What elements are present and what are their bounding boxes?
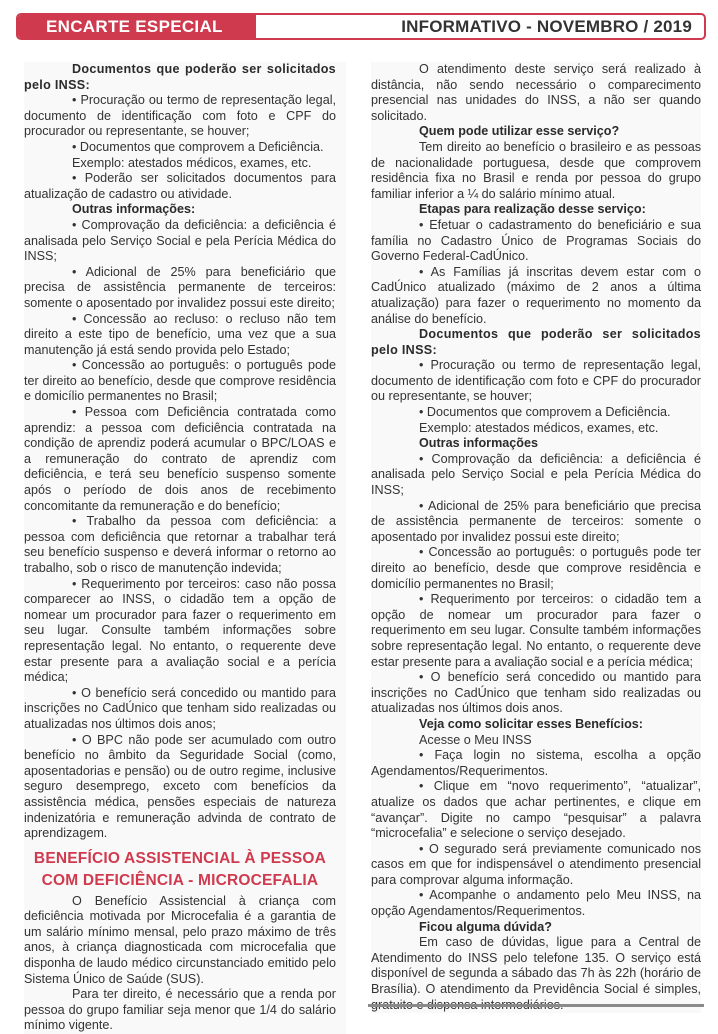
howto-item: • Acompanhe o andamento pelo Meu INSS, na opção Agendamentos/Requerimentos. bbox=[371, 888, 701, 919]
docs-item: • Procuração ou termo de representação legal, documento de identificação com foto e CPF do procurador ou representante, se houver; bbox=[371, 358, 701, 404]
other-info-item: • Requerimento por terceiros: caso não possa comparecer ao INSS, o cidadão tem a opção de nomear um procurador para fazer o requerimento em seu lugar. Consulte também informações sobre representação legal. No entanto, o requerente deve estar presente para a avaliação social e a perícia médica; bbox=[24, 576, 336, 685]
page-header bbox=[16, 13, 706, 40]
other-info-item: • Trabalho da pessoa com deficiência: a pessoa com deficiência que retornar a trabalhar terá seu benefício suspenso e deverá informar o retorno ao trabalho, sob o risco de manutenção indevida; bbox=[24, 514, 336, 575]
docs-heading: Documentos que poderão ser solicitados pelo INSS: bbox=[24, 62, 336, 92]
other-info-item: • Concessão ao português: o português pode ter direito ao benefício, desde que comprove residência e domicílio permanentes no Brasil; bbox=[24, 358, 336, 404]
howto-item: • Faça login no sistema, escolha a opção Agendamentos/Requerimentos. bbox=[371, 748, 701, 778]
section-title bbox=[24, 848, 336, 892]
howto-item: • Clique em “novo requerimento”, “atualizar”, atualize os dados que achar pertinentes, e clique em “avançar”. Digite no campo “pesquisar” a palavra “microcefalia” e selecione o serviço desejado. bbox=[371, 779, 701, 841]
docs-item: Exemplo: atestados médicos, exames, etc. bbox=[419, 420, 659, 435]
other-info-item: • Comprovação da deficiência: a deficiência é analisada pelo Serviço Social e pela Perícia Médica do INSS; bbox=[371, 451, 701, 498]
other-info-item: • Concessão ao português: o português pode ter direito ao benefício, desde que comprove residência e domicílio permanentes no Brasil; bbox=[371, 545, 701, 591]
other-info-item: • Requerimento por terceiros: o cidadão tem a opção de nomear um procurador para fazer o requerimento em seu lugar. Consulte também informações sobre representação legal. No entanto, o requerente deve estar presente para a avaliação social e a perícia médica; bbox=[371, 592, 701, 669]
howto-item: • O segurado será previamente comunicado nos casos em que for indispensável o atendimento presencial para comprovar alguma informação. bbox=[371, 841, 701, 887]
bottom-divider bbox=[368, 1004, 704, 1007]
steps-item: • Efetuar o cadastramento do beneficiário e sua família no Cadastro Único de Programas Sociais do Governo Federal-CadÚnico. bbox=[371, 217, 701, 264]
docs-item: • Poderão ser solicitados documentos para atualização de cadastro ou atividade. bbox=[24, 171, 336, 201]
howto-access: Acesse o Meu INSS bbox=[419, 732, 532, 747]
docs-item: • Documentos que comprovem a Deficiência. bbox=[419, 405, 671, 420]
docs-item: • Documentos que comprovem a Deficiência. bbox=[72, 139, 324, 154]
section-label: ENCARTE ESPECIAL bbox=[18, 15, 256, 38]
who-heading: Quem pode utilizar esse serviço? bbox=[419, 124, 620, 139]
other-info-item: • Pessoa com Deficiência contratada como aprendiz: a pessoa com deficiência contratada na condição de aprendiz poderá acumular o BPC/LOAS e a remuneração do contrato de aprendiz com deficiência, e terá seu benefício suspenso somente após o período de dois anos de recebimento concomitante da remuneração e do benefício; bbox=[24, 405, 336, 513]
other-info-item: • Adicional de 25% para beneficiário que precisa de assistência permanente de terceiros: somente o aposentado por invalidez possui este direito; bbox=[24, 264, 336, 310]
section-title-line: COM DEFICIÊNCIA - MICROCEFALIA bbox=[41, 871, 319, 889]
docs-item: Exemplo: atestados médicos, exames, etc. bbox=[72, 155, 312, 170]
doubt-heading: Ficou alguma dúvida? bbox=[419, 919, 552, 934]
other-info-item: • Comprovação da deficiência: a deficiência é analisada pelo Serviço Social e pela Perícia Médica do INSS; bbox=[24, 217, 336, 264]
intro-paragraph: O atendimento deste serviço será realizado à distância, não sendo necessário o comparecimento presencial nas unidades do INSS, a não ser quando solicitado. bbox=[371, 62, 701, 123]
docs-heading: Documentos que poderão ser solicitados pelo INSS: bbox=[371, 327, 701, 357]
steps-item: • As Famílias já inscritas devem estar com o CadÚnico atualizado (máximo de 2 anos a última atualização) para fazer o requerimento no momento da análise do benefício. bbox=[371, 264, 701, 326]
section-title-line: BENEFÍCIO ASSISTENCIAL À PESSOA bbox=[33, 849, 327, 867]
howto-heading: Veja como solicitar esses Benefícios: bbox=[419, 716, 643, 731]
docs-item: • Procuração ou termo de representação legal, documento de identificação com foto e CPF do procurador ou representante, se houver; bbox=[24, 93, 336, 139]
issue-label: INFORMATIVO - NOVEMBRO / 2019 bbox=[401, 17, 692, 36]
other-info-heading: Outras informações: bbox=[72, 202, 196, 217]
other-info-item: • Adicional de 25% para beneficiário que precisa de assistência permanente de terceiros: somente o aposentado por invalidez possui este direito; bbox=[371, 498, 701, 544]
section-paragraph: Para ter direito, é necessário que a renda por pessoa do grupo familiar seja menor que 1/4 do salário mínimo vigente. bbox=[24, 987, 336, 1033]
who-paragraph: Tem direito ao benefício o brasileiro e as pessoas de nacionalidade portuguesa, desde que comprovem residência fixa no Brasil e renda por pessoa do grupo familiar inferior a ¼ do salário mínimo atual. bbox=[371, 139, 701, 201]
other-info-heading: Outras informações bbox=[419, 436, 538, 451]
steps-heading: Etapas para realização desse serviço: bbox=[419, 202, 646, 217]
other-info-item: • Concessão ao recluso: o recluso não tem direito a este tipo de benefício, uma vez que a sua manutenção já está sendo provida pelo Estado; bbox=[24, 311, 336, 357]
other-info-item: • O benefício será concedido ou mantido para inscrições no CadÚnico que tenham sido realizadas ou atualizadas nos últimos dois anos; bbox=[24, 685, 336, 731]
other-info-item: • O BPC não pode ser acumulado com outro benefício no âmbito da Seguridade Social (como, aposentadorias e pensão) ou de outro regime, inclusive seguro desemprego, exceto com benefícios da assistência médica, pensões especiais de natureza indenizatória e remuneração advinda de contrato de aprendizagem. bbox=[24, 732, 336, 841]
doubt-paragraph: Em caso de dúvidas, ligue para a Central de Atendimento do INSS pelo telefone 135. O serviço está disponível de segunda a sábado das 7h às 22h (horário de Brasília). O atendimento da Previdência Social é simples, bbox=[371, 935, 701, 997]
right-column bbox=[371, 62, 701, 1013]
left-column bbox=[24, 62, 346, 1034]
other-info-item: • O benefício será concedido ou mantido para inscrições no CadÚnico que tenham sido realizadas ou atualizadas nos últimos dois anos. bbox=[371, 670, 701, 716]
section-paragraph: O Benefício Assistencial à criança com deficiência motivada por Microcefalia é a garantia de um salário mínimo mensal, pelo prazo máximo de três anos, à criança diagnosticada com microcefalia que disponha de laudo médico circunstanciado emitido pelo Sistema Único de Saúde (SUS). bbox=[24, 893, 336, 986]
